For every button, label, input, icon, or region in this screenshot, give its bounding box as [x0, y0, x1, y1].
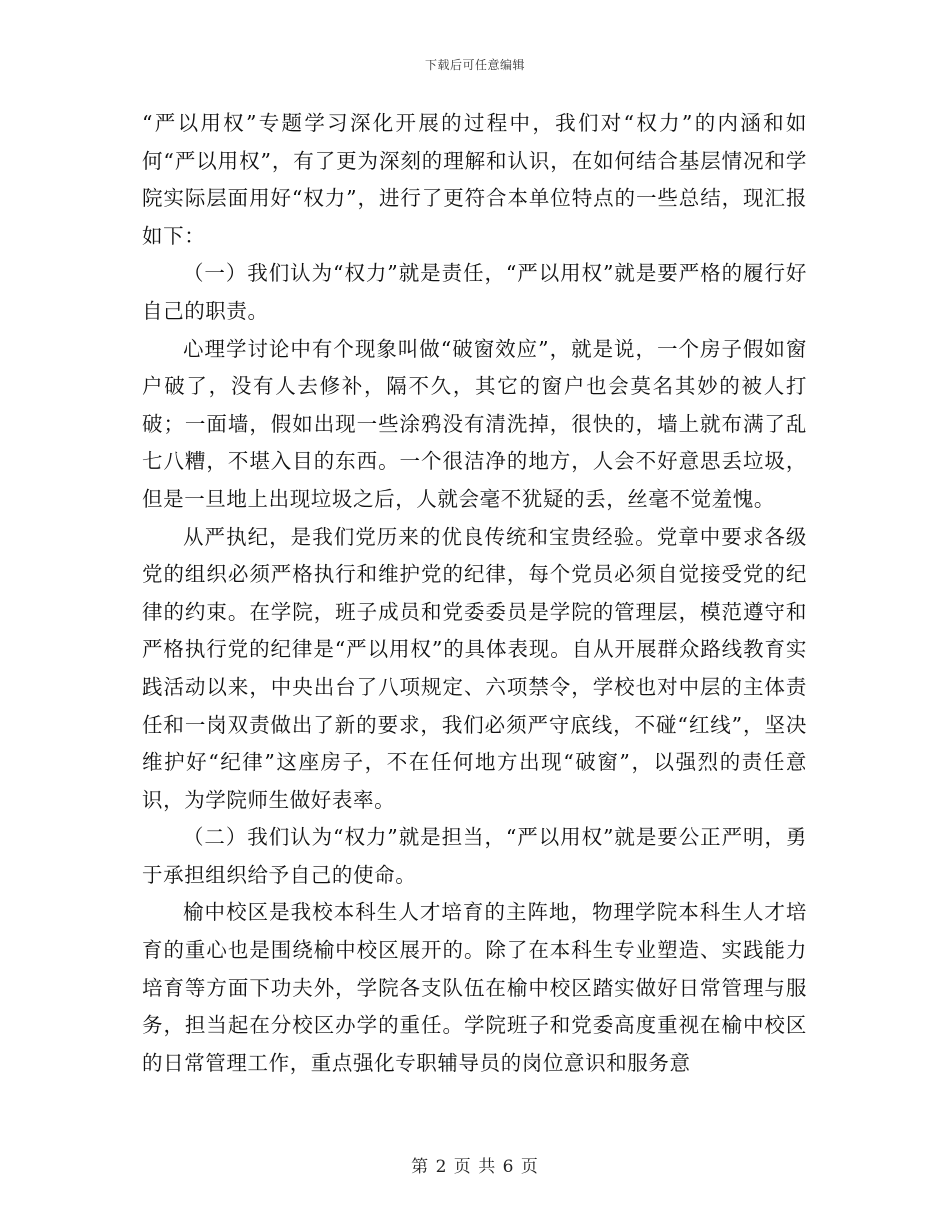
paragraph-broken-window: 心理学讨论中有个现象叫做“破窗效应”，就是说，一个房子假如窗户破了，没有人去修补，隔不久，其它的窗户也会莫名其妙的被人打破；一面墙，假如出现一些涂鸦没有清洗掉，很快的，墙上就布满了乱七八糟，不堪入目的东西。一个很洁净的地方，人会不好意思丢垃圾，但是一旦地上出现垃圾之后，人就会毫不犹疑的丢，丝毫不觉羞愧。	[142, 336, 807, 511]
paragraph-intro: “严以用权”专题学习深化开展的过程中，我们对“权力”的内涵和如何“严以用权”，有了更为深刻的理解和认识，在如何结合基层情况和学院实际层面用好“权力”，进行了更符合本单位特点的一些总结，现汇报如下：	[142, 111, 807, 248]
page-footer: 第 2 页 共 6 页	[411, 1157, 539, 1177]
document-body	[142, 105, 807, 1082]
page-header: 下载后可任意编辑	[424, 58, 525, 72]
paragraph-yuzhong-campus: 榆中校区是我校本科生人才培育的主阵地，物理学院本科生人才培育的重心也是围绕榆中校区展开的。除了在本科生专业塑造、实践能力培育等方面下功夫外，学院各支队伍在榆中校区踏实做好日常管理与服务，担当起在分校区办学的重任。学院班子和党委高度重视在榆中校区的日常管理工作，重点强化专职辅导员的岗位意识和服务意	[142, 900, 807, 1075]
section-heading-2: （二）我们认为“权力”就是担当，“严以用权”就是要公正严明，勇于承担组织给予自己的使命。	[142, 825, 807, 887]
section-heading-1: （一）我们认为“权力”就是责任，“严以用权”就是要严格的履行好自己的职责。	[142, 261, 807, 323]
paragraph-discipline: 从严执纪，是我们党历来的优良传统和宝贵经验。党章中要求各级党的组织必须严格执行和维护党的纪律，每个党员必须自觉接受党的纪律的约束。在学院，班子成员和党委委员是学院的管理层，模范遵守和严格执行党的纪律是“严以用权”的具体表现。自从开展群众路线教育实践活动以来，中央出台了八项规定、六项禁令，学校也对中层的主体责任和一岗双责做出了新的要求，我们必须严守底线，不碰“红线”，坚决维护好“纪律”这座房子，不在任何地方出现“破窗”，以强烈的责任意识，为学院师生做好表率。	[142, 524, 807, 812]
